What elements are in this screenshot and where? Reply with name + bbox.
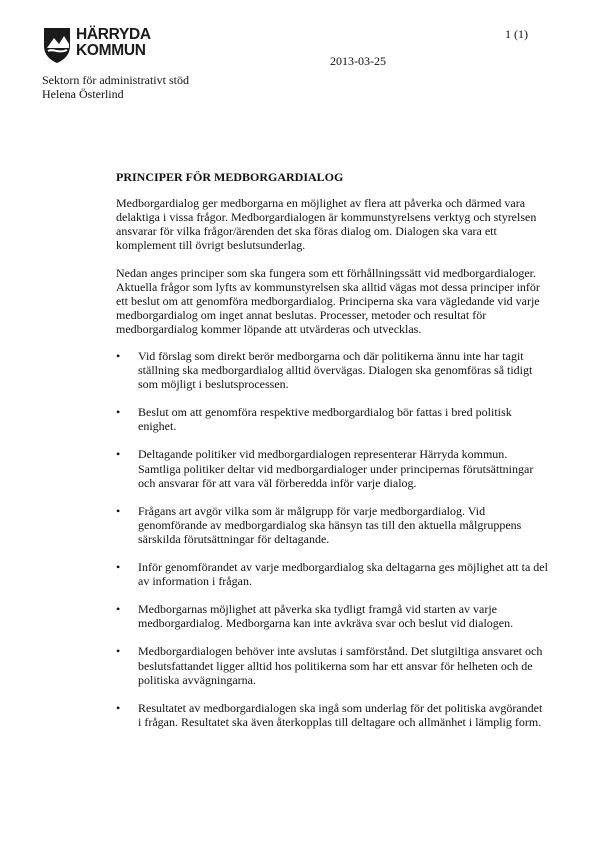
bullet-icon: • <box>116 700 121 715</box>
document-date: 2013-03-25 <box>330 54 386 68</box>
bullet-icon: • <box>116 349 121 363</box>
logo-wordmark-line2: KOMMUN <box>76 42 146 59</box>
logo-wordmark-line1: HÄRRYDA <box>76 26 151 43</box>
author-name: Helena Österlind <box>42 87 124 101</box>
sender-block <box>42 73 189 101</box>
department-name: Sektorn för administrativt stöd <box>42 73 189 87</box>
principle-item <box>116 447 548 489</box>
principle-text: Vid förslag som direkt berör medborgarna och där politikerna ännu inte har tagit ställning ska medborgardialog alltid övervägas. Dialogen ska genomföras så tidigt som möjligt i beslutsprocessen. <box>138 349 533 392</box>
bullet-icon: • <box>116 560 121 575</box>
intro-paragraph: Medborgardialog ger medborgarna en möjlighet av flera att påverka och därmed vara delaktiga i vissa frågor. Medborgardialogen är kommunstyrelsens verktyg och styrelsen ansvarar för vilka frågor/ärenden det ska föras dialog om. Dialogen ska vara ett komplement till övrigt beslutsunderlag. <box>116 196 537 253</box>
principle-text: Frågans art avgör vilka som är målgrupp för varje medborgardialog. Vid genomförande av medborgardialog ska hänsyn tas till den aktuella målgruppens särskilda förutsättningar för deltagande. <box>138 503 522 546</box>
principles-intro-paragraph: Nedan anges principer som ska fungera som ett förhållningssätt vid medborgardialoger. Aktuella frågor som lyfts av kommunstyrelsen ska alltid vägas mot dessa principer inför ett beslut om att genomföra medborgardialog. Principerna ska vara vägledande vid varje medborgardialog om inget annat beslutas. Processer, metoder och resultat för medborgardialog kommer löpande att utvärderas och utvecklas. <box>116 266 540 337</box>
principle-item <box>116 701 548 729</box>
principle-item <box>116 349 548 391</box>
bullet-icon: • <box>116 447 121 462</box>
bullet-icon: • <box>116 602 121 617</box>
bullet-icon: • <box>116 644 121 659</box>
bullet-icon: • <box>116 503 121 518</box>
principle-item <box>116 405 548 433</box>
harryda-kommun-logo-icon <box>42 24 74 64</box>
principle-text: Inför genomförandet av varje medborgardialog ska deltagarna ges möjlighet att ta del av information i frågan. <box>138 560 548 589</box>
document-title: PRINCIPER FÖR MEDBORGARDIALOG <box>116 170 344 184</box>
principle-item <box>116 560 548 588</box>
principle-item <box>116 504 548 546</box>
principle-text: Deltagande politiker vid medborgardialogen representerar Härryda kommun. Samtliga politiker deltar vid medborgardialoger under principernas förutsättningar och ansvarar för att vara väl förberedda inför varje dialog. <box>138 447 534 490</box>
principle-text: Medborgarnas möjlighet att påverka ska tydligt framgå vid starten av varje medborgardialog. Medborgarna kan inte avkräva svar och beslut vid dialogen. <box>138 602 514 631</box>
principle-item <box>116 602 548 630</box>
principle-text: Medborgardialogen behöver inte avslutas i samförstånd. Det slutgiltiga ansvaret och beslutsfattandet ligger alltid hos politikerna som har ett ansvar för helheten och de politiska avvägningarna. <box>138 644 543 687</box>
principles-list <box>116 349 548 743</box>
page-number: 1 (1) <box>505 27 528 41</box>
principle-text: Beslut om att genomföra respektive medborgardialog bör fattas i bred politisk enighet. <box>138 405 512 434</box>
bullet-icon: • <box>116 405 121 420</box>
principle-item <box>116 644 548 686</box>
principle-text: Resultatet av medborgardialogen ska ingå som underlag för det politiska avgörandet i frågan. Resultatet ska även återkopplas till deltagare och allmänhet i lämplig form. <box>138 700 543 729</box>
harryda-kommun-logo <box>42 24 160 68</box>
